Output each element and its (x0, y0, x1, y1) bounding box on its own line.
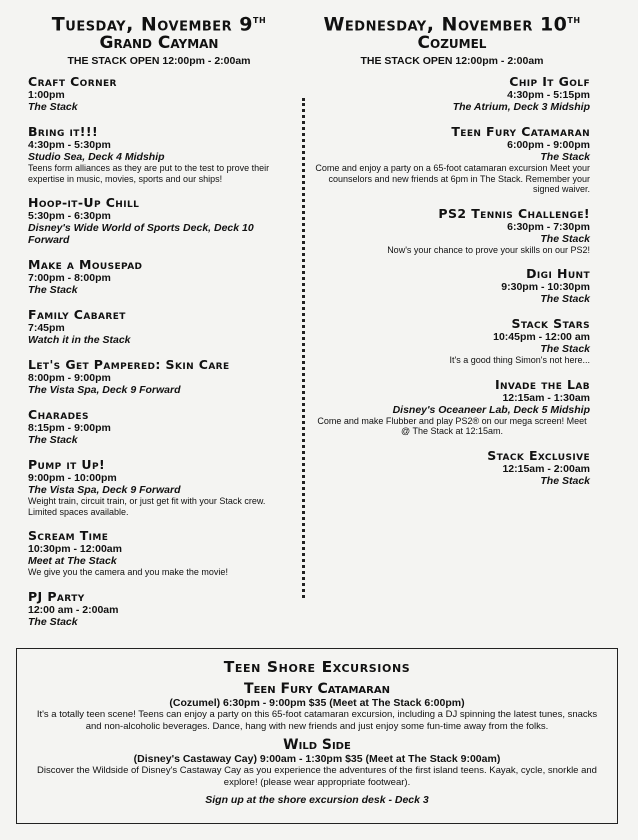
event-location: Disney's Wide World of Sports Deck, Deck 10 Forward (28, 222, 254, 247)
event-list (28, 75, 290, 628)
day-heading: Wednesday, November 10th (323, 13, 581, 36)
event-description: Come and make Flubber and play PS2® on our mega screen! Meet @ The Stack at 12:15am. (317, 415, 587, 437)
event-location: The Stack (540, 343, 590, 356)
event-time: 9:30pm - 10:30pm (501, 281, 590, 294)
event-location: Watch it in the Stack (28, 334, 131, 347)
event-time: 12:00 am - 2:00am (28, 603, 119, 616)
event-time: 7:45pm (28, 322, 65, 335)
event-description: Come and enjoy a party on a 65-foot catamaran excursion Meet your counselors and new friends at 6pm in The Stack. Remember your signed waiver. (315, 163, 590, 195)
event-title: Family Cabaret (28, 307, 126, 323)
event-title: Bring it!!! (28, 124, 99, 140)
event-location: The Stack (540, 151, 590, 164)
event-item (28, 590, 290, 628)
event-time: 4:30pm - 5:15pm (507, 89, 590, 102)
event-item (28, 258, 290, 296)
event-item (28, 458, 290, 517)
excursion-description: Discover the Wildside of Disney's Castaway Cay as you experience the adventures of the first island teens. Kayak, cycle, snorkle and explore! (please wear appropriate footwear). (37, 765, 597, 788)
event-location: Meet at The Stack (28, 555, 117, 568)
event-item (28, 75, 290, 113)
event-item (28, 308, 290, 346)
event-title: Scream Time (28, 528, 109, 544)
column-divider (302, 98, 305, 598)
event-time: 6:30pm - 7:30pm (507, 220, 590, 233)
event-location: The Stack (540, 293, 590, 306)
event-title: Make a Mousepad (28, 257, 143, 273)
event-item (314, 207, 590, 256)
event-location: The Atrium, Deck 3 Midship (452, 101, 590, 114)
event-description: Weight train, circuit train, or just get fit with your Stack crew. Limited spaces available. (28, 496, 266, 517)
event-time: 9:00pm - 10:00pm (28, 472, 117, 485)
event-description: We give you the camera and you make the movie! (28, 567, 228, 578)
event-title: Teen Fury Catamaran (451, 124, 590, 140)
event-title: Stack Stars (511, 316, 590, 332)
excursion-description: It's a totally teen scene! Teens can enjoy a party on this 65-foot catamaran excursion, including a DJ spinning the latest tunes, snacks and non-alcoholic beverages. Dance, hang with new friends and just enjoy some fun-time away from the folks. (36, 709, 598, 732)
event-item (314, 125, 590, 195)
event-time: 5:30pm - 6:30pm (28, 210, 111, 223)
excursions-heading: Teen Shore Excursions (223, 658, 411, 676)
event-time: 8:00pm - 9:00pm (28, 372, 111, 385)
event-location: The Vista Spa, Deck 9 Forward (28, 484, 181, 497)
event-title: Stack Exclusive (487, 447, 590, 463)
tuesday-column (28, 10, 290, 640)
event-location: Disney's Oceaneer Lab, Deck 5 Midship (392, 403, 590, 416)
event-title: Let's Get Pampered: Skin Care (28, 357, 230, 373)
event-location: The Stack (28, 284, 78, 297)
excursion-details: (Cozumel) 6:30pm - 9:00pm $35 (Meet at The Stack 6:00pm) (169, 697, 465, 709)
event-item (28, 196, 290, 246)
stack-open-hours: THE STACK OPEN 12:00pm - 2:00am (67, 55, 251, 68)
event-time: 12:15am - 2:00am (502, 462, 590, 475)
event-title: Pump it Up! (28, 457, 106, 473)
event-title: Charades (28, 407, 89, 423)
event-title: PS2 Tennis Challenge! (438, 205, 590, 221)
event-location: The Stack (28, 615, 78, 628)
event-title: Craft Corner (28, 74, 117, 90)
event-location: The Stack (540, 232, 590, 245)
stack-open-hours: THE STACK OPEN 12:00pm - 2:00am (360, 55, 544, 68)
event-time: 1:00pm (28, 89, 65, 102)
signup-note: Sign up at the shore excursion desk - Deck 3 (205, 794, 429, 806)
event-item (314, 267, 590, 305)
event-title: Invade the Lab (494, 376, 590, 392)
event-item (314, 449, 590, 487)
day-heading: Tuesday, November 9th (51, 13, 267, 36)
event-description: It's a good thing Simon's not here... (449, 355, 590, 366)
event-item (314, 378, 590, 437)
event-time: 10:30pm - 12:00am (28, 543, 122, 556)
event-time: 4:30pm - 5:30pm (28, 139, 111, 152)
excursion-title: Teen Fury Catamaran (244, 681, 390, 697)
event-location: The Vista Spa, Deck 9 Forward (28, 384, 181, 397)
event-title: Digi Hunt (526, 266, 590, 282)
event-description: Now's your chance to prove your skills on our PS2! (387, 244, 590, 255)
wednesday-column (314, 10, 590, 499)
event-title: PJ Party (28, 588, 85, 604)
event-time: 10:45pm - 12:00 am (493, 331, 590, 344)
excursion-details: (Disney's Castaway Cay) 9:00am - 1:30pm $35 (Meet at The Stack 9:00am) (133, 753, 501, 765)
event-time: 12:15am - 1:30am (502, 391, 590, 404)
event-item (28, 408, 290, 446)
event-location: The Stack (28, 434, 78, 447)
event-location: Studio Sea, Deck 4 Midship (28, 151, 165, 164)
event-time: 6:00pm - 9:00pm (507, 139, 590, 152)
event-item (28, 125, 290, 184)
event-location: The Stack (28, 101, 78, 114)
event-title: Chip It Golf (509, 74, 590, 90)
port-name: Grand Cayman (99, 33, 219, 54)
event-item (314, 75, 590, 113)
event-time: 8:15pm - 9:00pm (28, 422, 111, 435)
event-list (314, 75, 590, 487)
event-title: Hoop-it-Up Chill (28, 195, 140, 211)
event-item (314, 317, 590, 366)
excursion-title: Wild Side (283, 737, 351, 753)
event-item (28, 358, 290, 396)
event-item (28, 529, 290, 578)
port-name: Cozumel (417, 33, 487, 54)
event-time: 7:00pm - 8:00pm (28, 272, 111, 285)
shore-excursions-box (16, 648, 618, 824)
event-description: Teens form alliances as they are put to the test to prove their expertise in music, movies, sports and our ships! (28, 163, 270, 184)
event-location: The Stack (540, 474, 590, 487)
